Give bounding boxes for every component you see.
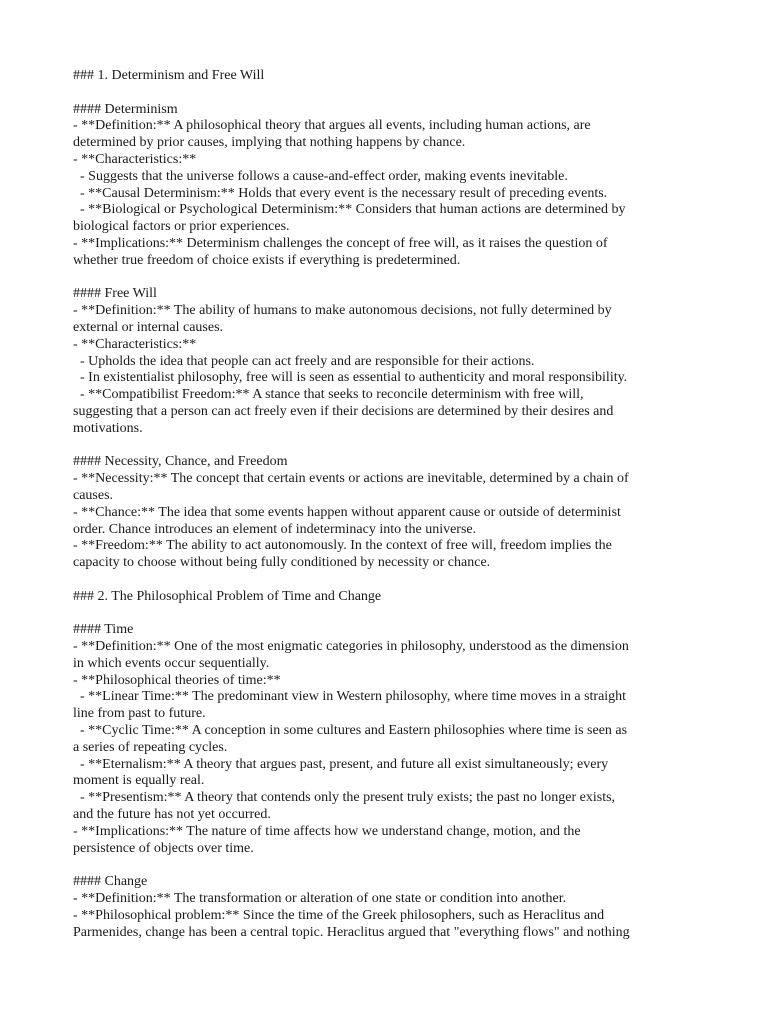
text-line: and the future has not yet occurred. bbox=[73, 807, 271, 823]
list-item-line: - **Implications:** Determinism challenges the concept of free will, as it raises the question of bbox=[73, 235, 608, 251]
list-item-line: - Upholds the idea that people can act freely and are responsible for their actions. bbox=[73, 353, 535, 369]
text-line: causes. bbox=[73, 487, 114, 503]
text-line: suggesting that a person can act freely even if their decisions are determined by their desires and bbox=[73, 403, 614, 419]
list-item-line: - **Implications:** The nature of time affects how we understand change, motion, and the bbox=[73, 823, 581, 839]
list-item-line: - **Chance:** The idea that some events happen without apparent cause or outside of determinist bbox=[73, 504, 621, 520]
list-item-line: - **Definition:** The transformation or alteration of one state or condition into another. bbox=[73, 891, 567, 907]
list-item-line: - Suggests that the universe follows a cause-and-effect order, making events inevitable. bbox=[73, 168, 568, 184]
text-line: order. Chance introduces an element of indeterminacy into the universe. bbox=[73, 521, 477, 537]
text-line: capacity to choose without being fully conditioned by necessity or chance. bbox=[73, 555, 491, 571]
text-line: a series of repeating cycles. bbox=[73, 739, 228, 755]
text-line: moment is equally real. bbox=[73, 773, 205, 789]
text-line: Parmenides, change has been a central topic. Heraclitus argued that "everything flows" and nothing bbox=[73, 924, 630, 940]
text-line: whether true freedom of choice exists if everything is predetermined. bbox=[73, 252, 461, 268]
list-item-line: - **Definition:** One of the most enigmatic categories in philosophy, understood as the dimension bbox=[73, 639, 629, 655]
list-item-line: - **Cyclic Time:** A conception in some cultures and Eastern philosophies where time is seen as bbox=[73, 723, 628, 739]
blank-line bbox=[73, 606, 693, 623]
list-item-line: - **Linear Time:** The predominant view in Western philosophy, where time moves in a straight bbox=[73, 689, 627, 705]
text-line: biological factors or prior experiences. bbox=[73, 219, 290, 235]
list-item-line: - **Characteristics:** bbox=[73, 151, 197, 167]
list-item-line: - **Eternalism:** A theory that argues past, present, and future all exist simultaneously; every bbox=[73, 756, 609, 772]
list-item-line: - **Freedom:** The ability to act autonomously. In the context of free will, freedom implies the bbox=[73, 538, 612, 554]
subsection-heading: #### Time bbox=[73, 622, 134, 638]
text-line: motivations. bbox=[73, 420, 143, 436]
list-item-line: - **Philosophical theories of time:** bbox=[73, 672, 281, 688]
list-item-line: - **Necessity:** The concept that certain events or actions are inevitable, determined by a chain of bbox=[73, 471, 629, 487]
section-heading: ### 2. The Philosophical Problem of Time and Change bbox=[73, 588, 382, 604]
blank-line bbox=[73, 857, 693, 874]
section-heading: ### 1. Determinism and Free Will bbox=[73, 68, 265, 83]
list-item-line: - **Definition:** The ability of humans to make autonomous decisions, not fully determined by bbox=[73, 303, 612, 319]
list-item-line: - **Causal Determinism:** Holds that every event is the necessary result of preceding events. bbox=[73, 185, 608, 201]
text-line: line from past to future. bbox=[73, 706, 206, 722]
list-item-line: - **Characteristics:** bbox=[73, 336, 197, 352]
text-line: persistence of objects over time. bbox=[73, 840, 254, 856]
subsection-heading: #### Determinism bbox=[73, 101, 178, 117]
list-item-line: - In existentialist philosophy, free will is seen as essential to authenticity and moral responsibility. bbox=[73, 370, 628, 386]
subsection-heading: #### Free Will bbox=[73, 286, 157, 302]
list-item-line: - **Definition:** A philosophical theory that argues all events, including human actions, are bbox=[73, 118, 591, 134]
document-page bbox=[73, 68, 693, 941]
subsection-heading: #### Change bbox=[73, 874, 148, 890]
blank-line bbox=[73, 270, 693, 287]
subsection-heading: #### Necessity, Chance, and Freedom bbox=[73, 454, 288, 470]
list-item-line: - **Biological or Psychological Determinism:** Considers that human actions are determined by bbox=[73, 202, 626, 218]
text-line: external or internal causes. bbox=[73, 319, 224, 335]
blank-line bbox=[73, 572, 693, 589]
text-line: in which events occur sequentially. bbox=[73, 655, 270, 671]
list-item-line: - **Compatibilist Freedom:** A stance that seeks to reconcile determinism with free will, bbox=[73, 387, 584, 403]
blank-line bbox=[73, 85, 693, 102]
list-item-line: - **Philosophical problem:** Since the time of the Greek philosophers, such as Heraclitus and bbox=[73, 907, 605, 923]
blank-line bbox=[73, 438, 693, 455]
text-line: determined by prior causes, implying that nothing happens by chance. bbox=[73, 135, 466, 151]
list-item-line: - **Presentism:** A theory that contends only the present truly exists; the past no longer exists, bbox=[73, 790, 616, 806]
